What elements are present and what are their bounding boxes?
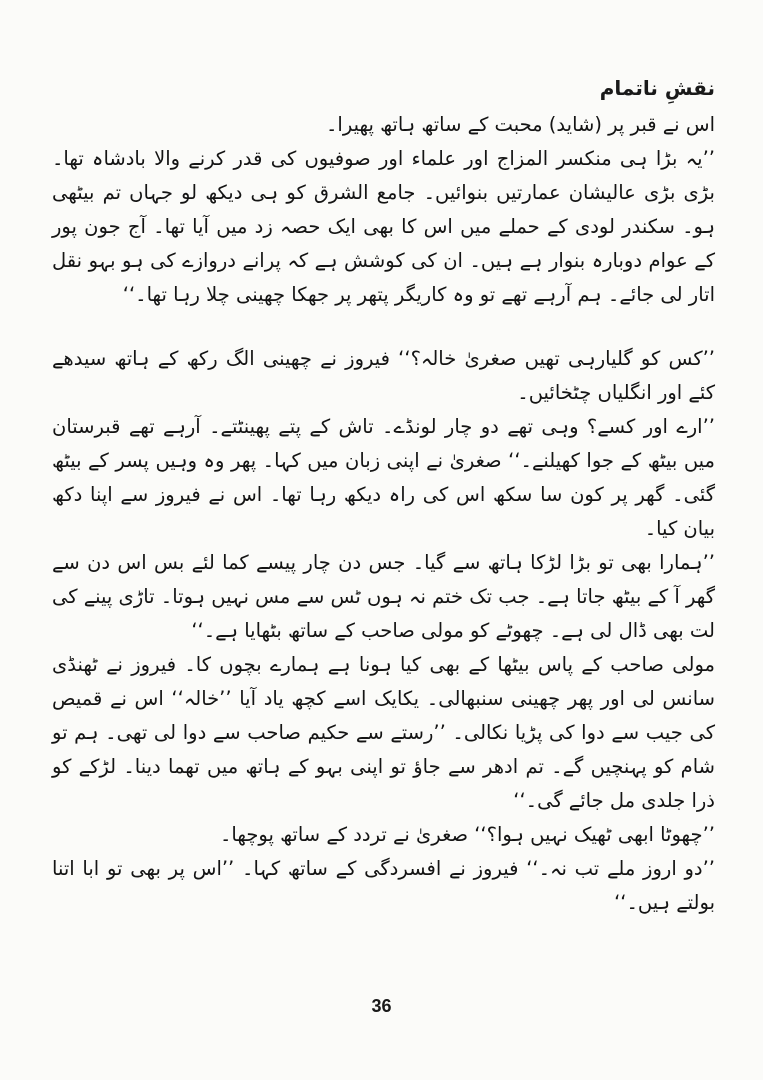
paragraph: ’’چھوٹا ابھی ٹھیک نہیں ہوا؟‘‘ صغریٰ نے تردد کے ساتھ پوچھا۔: [220, 823, 715, 846]
page-number: 36: [371, 996, 392, 1016]
paragraph: اس نے قبر پر (شاید) محبت کے ساتھ ہاتھ پھیرا۔: [326, 113, 715, 136]
running-header: نقشِ ناتمام: [599, 76, 715, 100]
paragraph: ’’ارے اور کسے؟ وہی تھے دو چار لونڈے۔ تاش کے پتے پھینٹتے۔ آرہے تھے قبرستان میں بیٹھ کے جوا کھیلنے۔‘‘ صغریٰ نے اپنی زبان میں کہا۔ پھر وہ وہیں پسر کے بیٹھ گئی۔ گھر پر کون سا سکھ اس کی راہ دیکھ رہا تھا۔ اس نے فیروز سے اپنا دکھ بیان کیا۔: [52, 415, 715, 540]
paragraph: ’’ہمارا بھی تو بڑا لڑکا ہاتھ سے گیا۔ جس دن چار پیسے کما لئے بس اس دن سے گھر آ کے بیٹھ جاتا ہے۔ جب تک ختم نہ ہوں ٹس سے مس نہیں ہوتا۔ تاڑی پینے کی لت بھی ڈال لی ہے۔ چھوٹے کو مولی صاحب کے ساتھ بٹھایا ہے۔‘‘: [52, 551, 715, 642]
paragraph: ’’کس کو گلیارہی تھیں صغریٰ خالہ؟‘‘ فیروز نے چھینی الگ رکھ کے ہاتھ سیدھے کئے اور انگلیاں چٹخائیں۔: [52, 347, 715, 404]
paragraph: ’’یہ بڑا ہی منکسر المزاج اور علماء اور صوفیوں کی قدر کرنے والا بادشاہ تھا۔ بڑی بڑی عالیشان عمارتیں بنوائیں۔ جامع الشرق کو ہی دیکھ لو جہاں تم بیٹھی ہو۔ سکندر لودی کے حملے میں اس کا بھی ایک حصہ زد میں آیا تھا۔ آج جون پور کے عوام دوبارہ بنوار ہے ہیں۔ ان کی کوشش ہے کہ پرانے دروازے کی ہو بہو نقل اتار لی جائے۔ ہم آرہے تھے تو وہ کاریگر پتھر پر جھکا چھینی چلا رہا تھا۔‘‘: [52, 147, 715, 306]
paragraph: مولی صاحب کے پاس بیٹھا کے بھی کیا ہونا ہے ہمارے بچوں کا۔ فیروز نے ٹھنڈی سانس لی اور پھر چھینی سنبھالی۔ یکایک اسے کچھ یاد آیا ’’خالہ‘‘ اس نے قمیص کی جیب سے دوا کی پڑیا نکالی۔ ’’رستے سے حکیم صاحب سے دوا لی تھی۔ ہم تو شام کو پہنچیں گے۔ تم ادھر سے جاؤ تو اپنی بہو کے ہاتھ میں تھما دینا۔ لڑکے کو ذرا جلدی مل جائے گی۔‘‘: [52, 653, 715, 812]
paragraph: ’’دو اروز ملے تب نہ۔‘‘ فیروز نے افسردگی کے ساتھ کہا۔ ’’اس پر بھی تو ابا اتنا بولتے ہیں۔‘‘: [52, 857, 715, 914]
body-text: [52, 108, 715, 920]
